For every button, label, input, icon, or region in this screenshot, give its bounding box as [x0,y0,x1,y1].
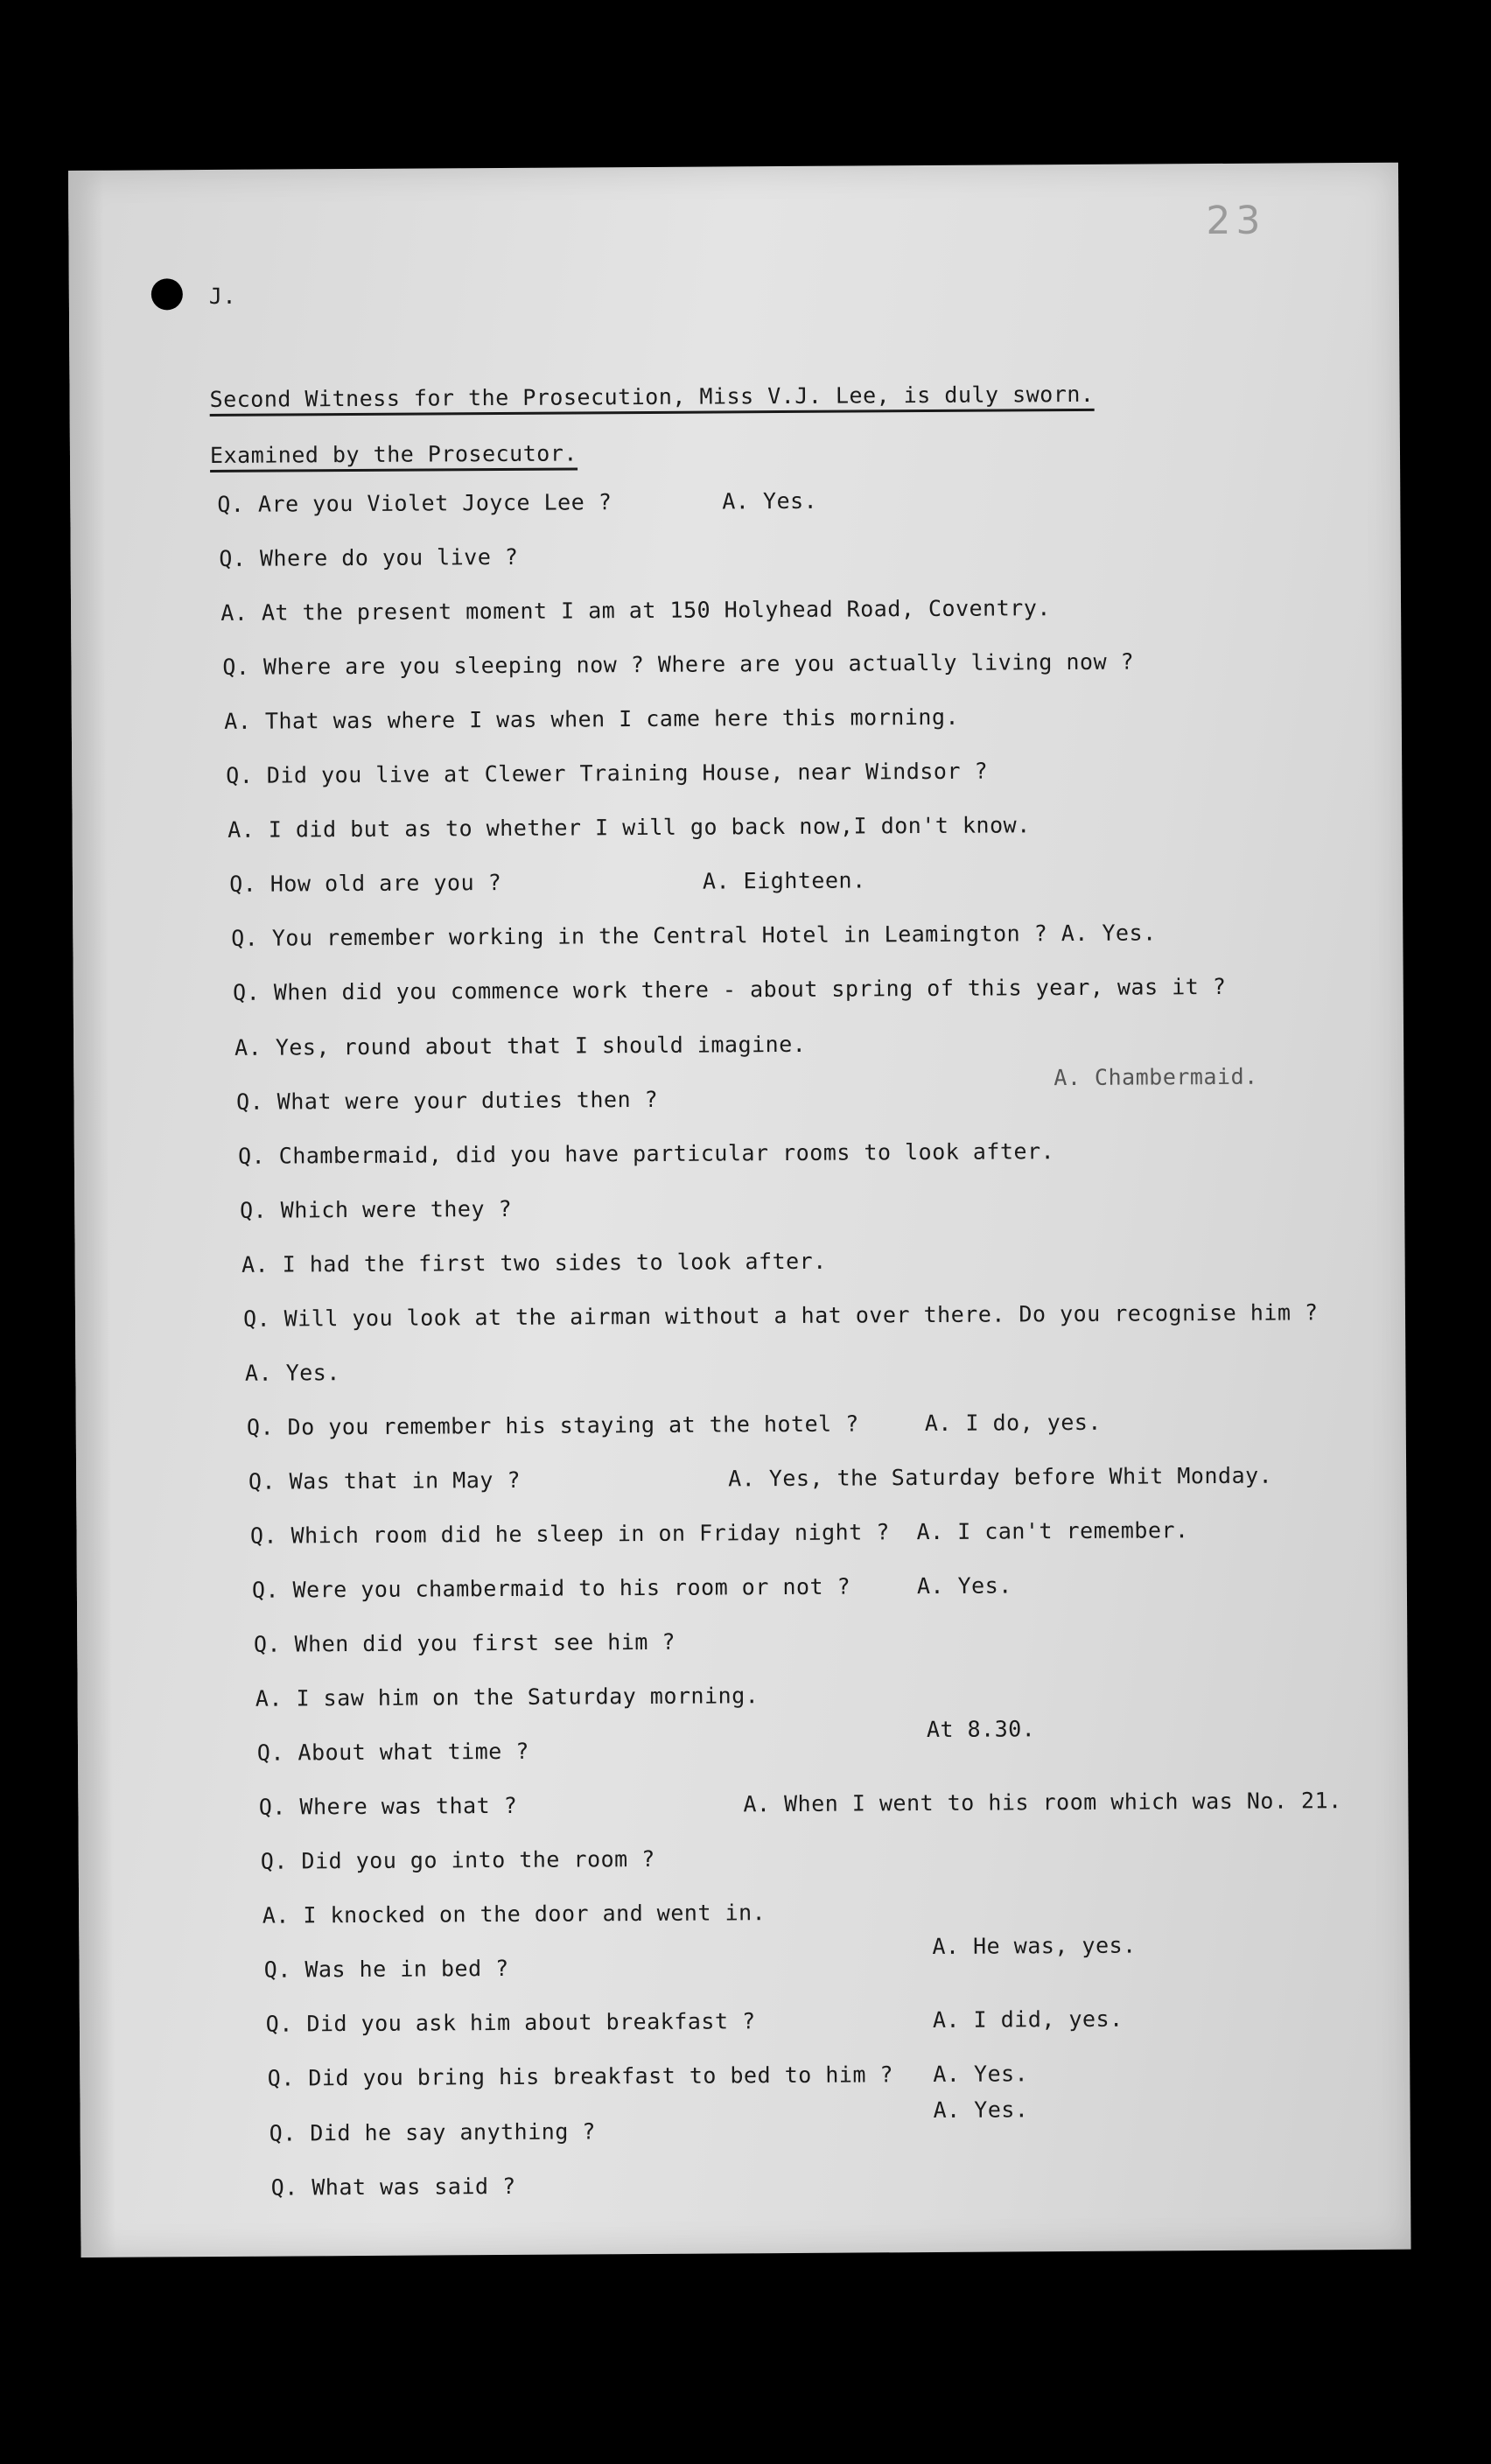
testimony-line: Q. Which were they ? [239,1195,513,1223]
testimony-line: Q. How old are you ? [229,870,502,898]
answer-text: A. Yes. [722,487,818,514]
testimony-line: A. I saw him on the Saturday morning. [255,1683,760,1712]
witness-heading: Second Witness for the Prosecution, Miss V.J. Lee, is duly sworn. [210,382,1095,416]
testimony-line: Q. Will you look at the airman without a hat over there. Do you recognise him ? [242,1299,1319,1332]
testimony-line: Q. Did you bring his breakfast to bed to him ? [267,2062,894,2092]
testimony-line: A. I had the first two sides to look after. [241,1248,827,1278]
answer-text: A. Yes. [916,1572,1012,1600]
punch-hole [151,278,183,310]
testimony-line: A. I knocked on the door and went in. [262,1900,766,1928]
testimony-line: A. Yes. [244,1359,340,1386]
answer-text: A. I can't remember. [916,1517,1189,1545]
testimony-line: Q. Did you live at Clewer Training House, near Windsor ? [226,758,989,789]
testimony-line: Q. Was that in May ? [248,1466,522,1494]
testimony-line: Q. Did you go into the room ? [260,1846,655,1874]
section-letter: J. [208,283,237,310]
examination-heading: Examined by the Prosecutor. [210,440,578,472]
answer-text: A. Yes, the Saturday before Whit Monday. [728,1462,1273,1492]
testimony-line: Q. Did he say anything ? [269,2118,597,2146]
answer-text: A. I did, yes. [932,2006,1124,2034]
answer-text: A. When I went to his room which was No. 21. [743,1788,1342,1817]
answer-text: At 8.30. [926,1716,1036,1743]
testimony-line: Q. About what time ? [256,1738,529,1766]
answer-text: A. He was, yes. [932,1932,1137,1960]
testimony-line: A. At the present moment I am at 150 Holyhead Road, Coventry. [220,595,1051,626]
testimony-line: Q. Where do you live ? [219,543,519,572]
testimony-line: Q. What was said ? [270,2173,516,2201]
document-page [68,163,1411,2258]
testimony-line: A. I did but as to whether I will go back now,I don't know. [228,812,1031,844]
testimony-line: A. That was where I was when I came here this morning. [224,704,960,735]
testimony-line: Q. Did you ask him about breakfast ? [265,2008,756,2038]
testimony-line: Q. Chambermaid, did you have particular rooms to look after. [237,1138,1055,1169]
answer-text: A. I do, yes. [924,1409,1102,1436]
answer-text: A. Yes. [933,2096,1029,2123]
answer-text: A. Chambermaid. [1054,1063,1258,1090]
testimony-line: Q. Where was that ? [258,1793,518,1820]
answer-text: A. Yes. [933,2061,1029,2088]
testimony-line: Q. Were you chambermaid to his room or not ? [251,1573,851,1603]
page-number: 23 [1206,198,1266,244]
testimony-line: Q. When did you commence work there - about spring of this year, was it ? [233,974,1227,1006]
testimony-line: Q. Are you Violet Joyce Lee ? [217,489,612,517]
answer-text: A. Eighteen. [702,867,866,894]
testimony-line: Q. You remember working in the Central Hotel in Leamington ? A. Yes. [231,920,1157,952]
testimony-line: Q. Where are you sleeping now ? Where are you actually living now ? [222,648,1135,681]
testimony-line: Q. When did you first see him ? [253,1628,676,1657]
testimony-line: Q. What were your duties then ? [236,1086,659,1115]
testimony-line: Q. Was he in bed ? [263,1956,509,1984]
testimony-line: Q. Which room did he sleep in on Friday night ? [249,1519,890,1549]
paper-edge-shadow [68,171,116,2258]
testimony-line: Q. Do you remember his staying at the hotel ? [246,1410,859,1440]
testimony-line: A. Yes, round about that I should imagine. [234,1031,807,1060]
